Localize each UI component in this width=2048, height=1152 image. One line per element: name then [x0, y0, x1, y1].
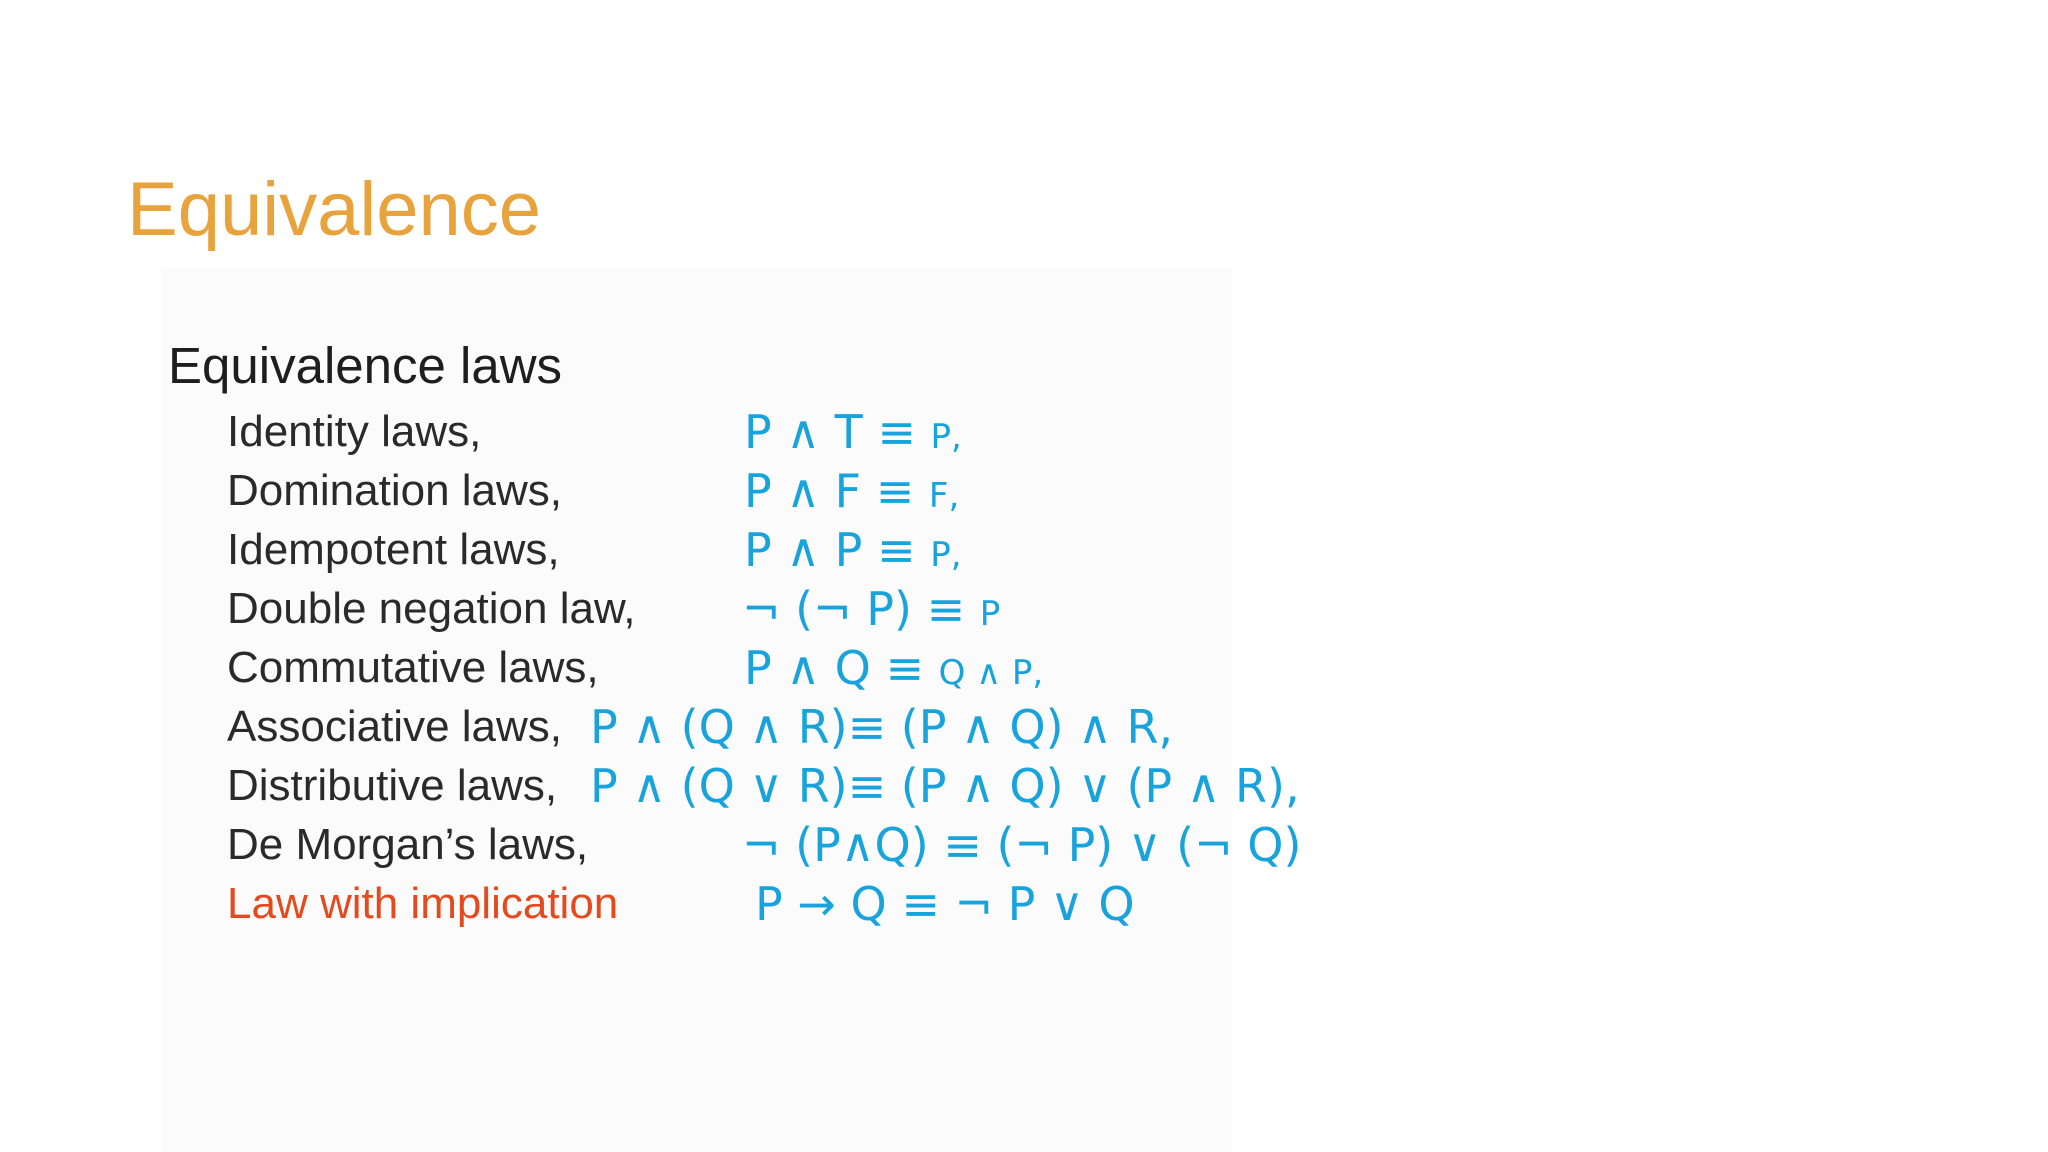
formula-lhs: P ∧ (Q ∧ R)≡	[590, 700, 887, 754]
law-name-idempotent: Idempotent laws,	[227, 525, 560, 574]
law-name-de-morgan: De Morgan’s laws,	[227, 820, 589, 869]
law-name-identity: Identity laws,	[227, 407, 482, 456]
law-formula-domination	[744, 464, 960, 518]
law-name-associative: Associative laws,	[227, 702, 563, 751]
law-formula-associative	[590, 700, 1174, 754]
formula-lhs: P ∧ T ≡	[744, 405, 916, 459]
formula-lhs: ¬ (¬ P) ≡	[742, 582, 966, 636]
law-formula-implication	[755, 877, 1135, 931]
law-name-implication: Law with implication	[227, 879, 619, 928]
formula-rhs: F,	[928, 476, 960, 516]
law-formula-commutative	[744, 641, 1044, 695]
law-name-distributive: Distributive laws,	[227, 761, 558, 810]
law-formula-double-negation	[742, 582, 1001, 636]
law-name-double-negation: Double negation law,	[227, 584, 636, 633]
formula-lhs: P ∧ F ≡	[744, 464, 915, 518]
section-heading: Equivalence laws	[168, 337, 563, 394]
law-name-domination: Domination laws,	[227, 466, 563, 515]
formula-rhs: Q ∧ P,	[938, 653, 1044, 693]
law-formula-distributive	[590, 759, 1300, 813]
law-formula-identity	[744, 405, 962, 459]
formula-lhs: P → Q ≡ ¬ P ∨ Q	[755, 877, 1135, 931]
formula-rhs: (P ∧ Q) ∨ (P ∧ R),	[900, 759, 1300, 813]
law-formula-idempotent	[744, 523, 962, 577]
formula-lhs: ¬ (P∧Q) ≡ (¬ P) ∨ (¬ Q)	[742, 818, 1302, 872]
formula-lhs: P ∧ Q ≡	[744, 641, 925, 695]
slide-title: Equivalence	[127, 167, 542, 252]
law-formula-de-morgan	[742, 818, 1302, 872]
formula-rhs: P,	[930, 417, 962, 457]
formula-lhs: P ∧ P ≡	[744, 523, 916, 577]
formula-lhs: P ∧ (Q ∨ R)≡	[590, 759, 887, 813]
formula-rhs: P,	[930, 535, 962, 575]
law-name-commutative: Commutative laws,	[227, 643, 599, 692]
formula-rhs: P	[979, 594, 1001, 634]
formula-rhs: (P ∧ Q) ∧ R,	[900, 700, 1174, 754]
